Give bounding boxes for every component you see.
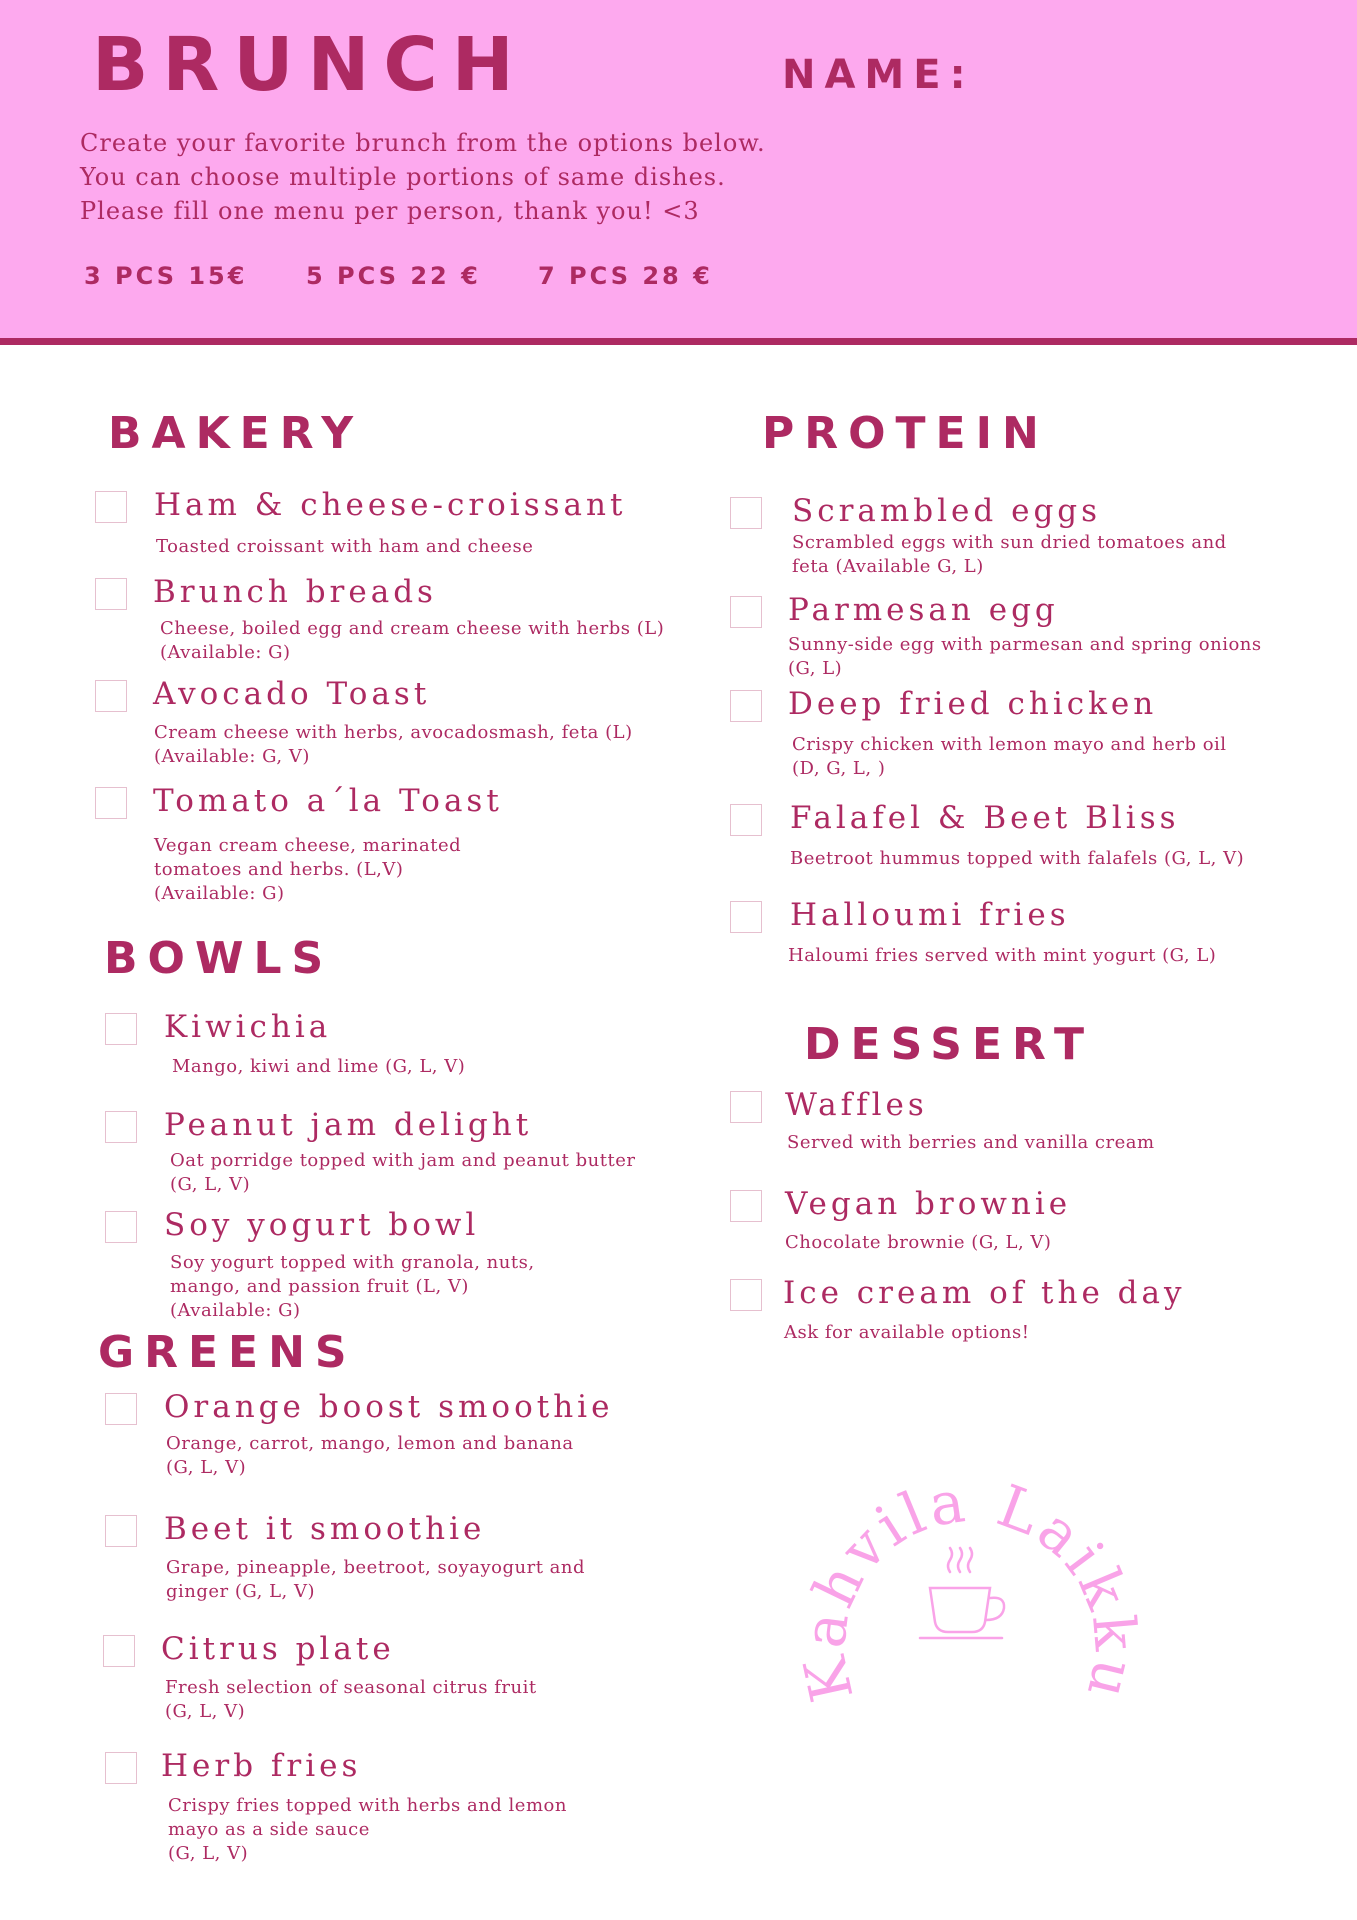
item-desc-line: Served with berries and vanilla cream	[787, 1132, 1155, 1153]
checkbox[interactable]	[730, 901, 762, 933]
item-desc-line: (G, L, V)	[168, 1843, 249, 1864]
item-desc-line: (Available: G)	[154, 883, 285, 904]
checkbox[interactable]	[105, 1752, 137, 1784]
item-desc-line: (G, L)	[788, 658, 843, 679]
item-name: Avocado Toast	[153, 676, 431, 712]
checkbox[interactable]	[730, 1190, 762, 1222]
item-desc-line: feta (Available G, L)	[792, 556, 984, 577]
item-desc-line: Oat porridge topped with jam and peanut butter	[170, 1150, 636, 1171]
item-description	[785, 1231, 1051, 1255]
item-description	[166, 1432, 574, 1480]
item-name: Waffles	[785, 1087, 928, 1123]
checkbox[interactable]	[105, 1211, 137, 1243]
item-desc-line: Ask for available options!	[784, 1322, 1030, 1343]
checkbox[interactable]	[730, 804, 762, 836]
item-name: Brunch breads	[153, 574, 437, 610]
item-desc-line: Toasted croissant with ham and cheese	[156, 536, 534, 557]
item-description	[792, 531, 1227, 579]
item-desc-line: (G, L, V)	[170, 1174, 251, 1195]
item-desc-line: (Available: G)	[170, 1300, 301, 1321]
item-name: Peanut jam delight	[164, 1107, 533, 1143]
section-title-dessert: DESSERT	[804, 1019, 1094, 1070]
checkbox[interactable]	[105, 1393, 137, 1425]
item-desc-line: Scrambled eggs with sun dried tomatoes and	[792, 532, 1227, 553]
item-desc-line: Grape, pineapple, beetroot, soyayogurt and	[166, 1557, 586, 1578]
item-name: Citrus plate	[161, 1631, 395, 1667]
section-title-greens: GREENS	[98, 1327, 357, 1378]
item-desc-line: Haloumi fries served with mint yogurt (G, L)	[788, 945, 1217, 966]
logo-text: Kahvila Laikku	[790, 1466, 1150, 1710]
intro-line: Please fill one menu per person, thank you! <3	[80, 197, 700, 225]
checkbox[interactable]	[105, 1013, 137, 1045]
item-description	[170, 1149, 635, 1197]
item-description	[170, 1251, 535, 1323]
item-description	[790, 847, 1244, 871]
item-desc-line: (G, L, V)	[165, 1701, 246, 1722]
item-name: Vegan brownie	[785, 1186, 1072, 1222]
item-name: Beet it smoothie	[164, 1511, 486, 1547]
item-name: Soy yogurt bowl	[164, 1207, 480, 1243]
header-banner	[0, 0, 1357, 345]
item-description	[165, 1676, 537, 1724]
item-desc-line: ginger (G, L, V)	[166, 1581, 315, 1602]
item-desc-line: Cheese, boiled egg and cream cheese with herbs (L)	[160, 618, 665, 639]
item-description	[154, 721, 633, 769]
price-7-pcs: 7 PCS 28 €	[538, 262, 713, 290]
item-desc-line: tomatoes and herbs. (L,V)	[154, 859, 404, 880]
item-desc-line: (Available: G, V)	[154, 746, 310, 767]
price-5-pcs: 5 PCS 22 €	[306, 262, 481, 290]
item-desc-line: mango, and passion fruit (L, V)	[170, 1276, 469, 1297]
item-name: Kiwichia	[164, 1009, 332, 1045]
item-name: Ham & cheese-croissant	[154, 487, 627, 523]
checkbox[interactable]	[730, 497, 762, 529]
item-desc-line: Chocolate brownie (G, L, V)	[785, 1232, 1052, 1253]
item-description	[788, 633, 1262, 681]
item-desc-line: (D, G, L, )	[792, 758, 886, 779]
checkbox[interactable]	[730, 1279, 762, 1311]
item-description	[784, 1321, 1029, 1345]
checkbox[interactable]	[95, 787, 127, 819]
item-description	[172, 1055, 465, 1079]
item-name: Halloumi fries	[790, 897, 1070, 933]
page-title: BRUNCH	[92, 22, 528, 108]
item-desc-line: Soy yogurt topped with granola, nuts,	[170, 1252, 535, 1273]
item-description	[787, 1131, 1155, 1155]
item-description	[166, 1556, 585, 1604]
checkbox[interactable]	[730, 690, 762, 722]
price-3-pcs: 3 PCS 15€	[84, 262, 248, 290]
item-description	[168, 1794, 567, 1866]
intro-line: Create your favorite brunch from the options below.	[80, 129, 766, 157]
item-name: Tomato a´la Toast	[153, 783, 503, 819]
item-name: Deep fried chicken	[788, 686, 1158, 722]
item-desc-line: (G, L, V)	[166, 1457, 247, 1478]
item-desc-line: (Available: G)	[160, 642, 291, 663]
item-name: Parmesan egg	[788, 592, 1059, 628]
item-desc-line: Crispy chicken with lemon mayo and herb oil	[792, 734, 1227, 755]
intro-line: You can choose multiple portions of same dishes.	[80, 163, 726, 191]
item-name: Herb fries	[161, 1748, 362, 1784]
checkbox[interactable]	[95, 680, 127, 712]
item-description	[792, 733, 1227, 781]
item-description	[156, 535, 533, 559]
item-desc-line: Mango, kiwi and lime (G, L, V)	[172, 1056, 466, 1077]
section-title-bowls: BOWLS	[104, 933, 334, 984]
checkbox[interactable]	[105, 1515, 137, 1547]
item-description	[160, 617, 664, 665]
section-title-protein: PROTEIN	[762, 408, 1049, 459]
item-desc-line: Vegan cream cheese, marinated	[154, 835, 462, 856]
item-name: Ice cream of the day	[783, 1275, 1186, 1311]
item-name: Falafel & Beet Bliss	[790, 800, 1180, 836]
cafe-logo	[790, 1440, 1150, 1800]
item-desc-line: mayo as a side sauce	[168, 1819, 370, 1840]
checkbox[interactable]	[103, 1635, 135, 1667]
item-desc-line: Crispy fries topped with herbs and lemon	[168, 1795, 567, 1816]
item-desc-line: Sunny-side egg with parmesan and spring onions	[788, 634, 1262, 655]
item-description	[788, 944, 1216, 968]
checkbox[interactable]	[95, 491, 127, 523]
item-description	[154, 834, 461, 906]
logo-graphic	[790, 1440, 1150, 1800]
name-label: NAME:	[782, 52, 975, 98]
checkbox[interactable]	[95, 578, 127, 610]
intro-text	[80, 126, 766, 228]
item-desc-line: Beetroot hummus topped with falafels (G, L, V)	[790, 848, 1245, 869]
coffee-cup-icon	[920, 1548, 1004, 1638]
checkbox[interactable]	[105, 1111, 137, 1143]
section-title-bakery: BAKERY	[108, 408, 364, 459]
item-name: Orange boost smoothie	[164, 1389, 614, 1425]
checkbox[interactable]	[730, 1091, 762, 1123]
item-desc-line: Orange, carrot, mango, lemon and banana	[166, 1433, 574, 1454]
item-desc-line: Cream cheese with herbs, avocadosmash, feta (L)	[154, 722, 633, 743]
item-name: Scrambled eggs	[792, 493, 1102, 529]
item-desc-line: Fresh selection of seasonal citrus fruit	[165, 1677, 537, 1698]
checkbox[interactable]	[730, 596, 762, 628]
